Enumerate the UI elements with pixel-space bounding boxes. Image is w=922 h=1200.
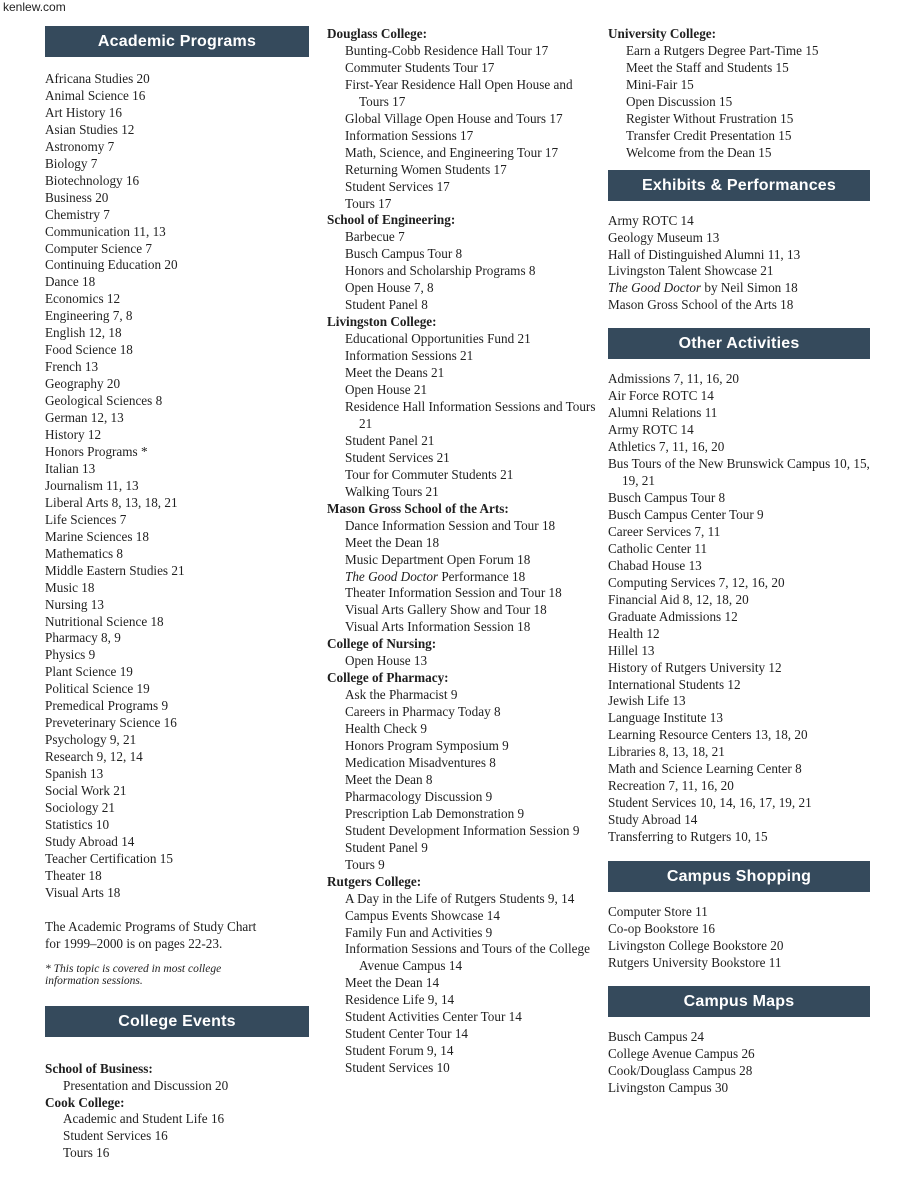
list-item: Teacher Certification 15: [45, 850, 173, 866]
list-item: Open House 7, 8: [345, 280, 434, 296]
list-item: Meet the Deans 21: [345, 365, 445, 381]
list-item: Admissions 7, 11, 16, 20: [608, 371, 740, 387]
list-item: Animal Science 16: [45, 87, 146, 103]
list-item: Biotechnology 16: [45, 172, 140, 188]
list-item: Student Services 16: [63, 1128, 168, 1144]
list-item: Jewish Life 13: [608, 693, 686, 709]
list-item: Student Forum 9, 14: [345, 1043, 454, 1059]
list-item: Sociology 21: [45, 799, 115, 815]
list-item: Music Department Open Forum 18: [345, 551, 531, 567]
list-item: Barbecue 7: [345, 229, 405, 245]
list-item: Spanish 13: [45, 766, 104, 782]
list-item: Alumni Relations 11: [608, 405, 718, 421]
list-item: Italian 13: [45, 460, 96, 476]
list-item: Bunting-Cobb Residence Hall Tour 17: [345, 42, 549, 58]
list-item: History 12: [45, 427, 102, 443]
list-item: Geography 20: [45, 376, 121, 392]
list-item: Tours 16: [63, 1145, 110, 1161]
list-item: Open Discussion 15: [626, 93, 733, 109]
douglass-heading: Douglass College:: [327, 26, 428, 41]
list-item: Information Sessions 17: [345, 127, 474, 143]
campus-maps-list: [608, 1029, 870, 1097]
list-item: Music 18: [45, 579, 95, 595]
list-item: French 13: [45, 359, 99, 375]
list-item: Biology 7: [45, 155, 98, 171]
college-events-header: College Events: [45, 1006, 309, 1037]
list-item: Visual Arts Gallery Show and Tour 18: [345, 602, 547, 618]
list-item: Student Services 10: [345, 1060, 450, 1076]
nursing-heading: College of Nursing:: [327, 636, 437, 652]
engineering-events-list: [327, 229, 597, 314]
pharmacy-heading: College of Pharmacy:: [327, 670, 449, 686]
list-item: Engineering 7, 8: [45, 308, 133, 324]
list-item: Meet the Staff and Students 15: [626, 59, 789, 75]
list-item: Returning Women Students 17: [345, 161, 507, 177]
list-item: Financial Aid 8, 12, 18, 20: [608, 591, 749, 607]
other-activities-header: Other Activities: [608, 328, 870, 359]
list-item: Student Services 21: [345, 449, 450, 465]
column-right: [608, 26, 870, 1097]
livingston-heading: Livingston College:: [327, 314, 437, 330]
campus-shopping-header: Campus Shopping: [608, 861, 870, 892]
list-item: Marine Sciences 18: [45, 528, 149, 544]
list-item: Tours 9: [345, 856, 385, 872]
campus-maps-header: Campus Maps: [608, 986, 870, 1017]
campus-shopping-list: [608, 904, 870, 972]
list-item: Honors and Scholarship Programs 8: [345, 263, 536, 279]
list-item: Bus Tours of the New Brunswick Campus 10, 15, 19, 21: [608, 456, 870, 489]
business-events-list: [45, 1078, 309, 1095]
list-item: Health 12: [608, 625, 660, 641]
list-item: Libraries 8, 13, 18, 21: [608, 744, 725, 760]
list-item: Physics 9: [45, 647, 96, 663]
list-item: Student Panel 8: [345, 297, 428, 313]
list-item: Math and Science Learning Center 8: [608, 761, 802, 777]
list-item: Open House 13: [345, 653, 428, 669]
list-item: Cook/Douglass Campus 28: [608, 1062, 753, 1078]
list-item: Life Sciences 7: [45, 511, 127, 527]
list-item: Student Development Information Session 9: [345, 822, 580, 838]
list-item: Honors Programs *: [45, 443, 148, 459]
list-item: Mini-Fair 15: [626, 76, 694, 92]
list-item: Chemistry 7: [45, 206, 110, 222]
list-item: Computing Services 7, 12, 16, 20: [608, 574, 785, 590]
exhibits-list: [608, 213, 870, 315]
list-item: Learning Resource Centers 13, 18, 20: [608, 727, 808, 743]
list-item: Catholic Center 11: [608, 540, 708, 556]
rutgers-heading: Rutgers College:: [327, 873, 422, 889]
list-item: Communication 11, 13: [45, 223, 166, 239]
list-item: Mathematics 8: [45, 545, 124, 561]
list-item: Continuing Education 20: [45, 257, 178, 273]
play-title: The Good Doctor: [608, 280, 702, 296]
list-item: International Students 12: [608, 676, 741, 692]
academic-programs-list: [45, 71, 309, 902]
list-item: Asian Studies 12: [45, 121, 135, 137]
university-events-list: [608, 43, 870, 162]
list-item: German 12, 13: [45, 410, 124, 426]
list-item: Computer Science 7: [45, 240, 152, 256]
list-item: Meet the Dean 18: [345, 534, 440, 550]
list-item: Hillel 13: [608, 642, 655, 658]
list-item: Busch Campus 24: [608, 1028, 704, 1044]
list-item: Plant Science 19: [45, 664, 133, 680]
engineering-heading: School of Engineering:: [327, 212, 456, 228]
list-item: Prescription Lab Demonstration 9: [345, 805, 525, 821]
list-item: Co-op Bookstore 16: [608, 920, 715, 936]
list-item: Nutritional Science 18: [45, 613, 164, 629]
list-item: Commuter Students Tour 17: [345, 59, 495, 75]
list-item: The Good Doctor by Neil Simon 18: [608, 280, 798, 296]
list-item: Language Institute 13: [608, 710, 723, 726]
list-item: Residence Hall Information Sessions and Tours 21: [345, 398, 596, 431]
exhibits-header: Exhibits & Performances: [608, 170, 870, 201]
mason-gross-events-list: [327, 518, 597, 637]
watermark: kenlew.com: [3, 0, 66, 14]
list-item: Food Science 18: [45, 342, 133, 358]
list-item: Career Services 7, 11: [608, 523, 721, 539]
list-item: Visual Arts Information Session 18: [345, 619, 531, 635]
list-item: Livingston Campus 30: [608, 1079, 729, 1095]
rutgers-events-list: [327, 891, 597, 1077]
list-item: Geological Sciences 8: [45, 393, 163, 409]
list-item: Dance 18: [45, 274, 96, 290]
footnote: * This topic is covered in most college information sessions.: [45, 962, 222, 988]
list-item: Computer Store 11: [608, 904, 708, 920]
list-item: Medication Misadventures 8: [345, 754, 496, 770]
list-item: First-Year Residence Hall Open House and Tours 17: [345, 76, 573, 109]
list-item: Student Services 17: [345, 178, 450, 194]
list-item: Campus Events Showcase 14: [345, 907, 500, 923]
list-item: Student Panel 21: [345, 432, 435, 448]
list-item: Middle Eastern Studies 21: [45, 562, 185, 578]
business-heading: School of Business:: [45, 1060, 153, 1076]
list-item: Mason Gross School of the Arts 18: [608, 297, 794, 313]
list-item: Social Work 21: [45, 783, 127, 799]
list-item: Premedical Programs 9: [45, 698, 169, 714]
nursing-events-list: [327, 653, 597, 670]
list-item: Earn a Rutgers Degree Part-Time 15: [626, 42, 819, 58]
list-item: Study Abroad 14: [45, 833, 135, 849]
list-item: Walking Tours 21: [345, 483, 439, 499]
list-item: Careers in Pharmacy Today 8: [345, 704, 501, 720]
list-item: Journalism 11, 13: [45, 477, 139, 493]
list-item: Transfer Credit Presentation 15: [626, 127, 792, 143]
column-left: [45, 26, 309, 1162]
list-item: English 12, 18: [45, 325, 122, 341]
list-item: Air Force ROTC 14: [608, 388, 714, 404]
list-item: Tour for Commuter Students 21: [345, 466, 514, 482]
list-item: Political Science 19: [45, 681, 150, 697]
chart-note: The Academic Programs of Study Chart for 1999–2000 is on pages 22-23.: [45, 918, 257, 951]
list-item: Student Services 10, 14, 16, 17, 19, 21: [608, 795, 812, 811]
list-item: Information Sessions 21: [345, 348, 474, 364]
list-item: The Good Doctor Performance 18: [345, 568, 526, 584]
list-item: Rutgers University Bookstore 11: [608, 954, 782, 970]
academic-programs-header: Academic Programs: [45, 26, 309, 57]
list-item: Economics 12: [45, 291, 121, 307]
list-item: Hall of Distinguished Alumni 11, 13: [608, 246, 801, 262]
list-item: Busch Campus Tour 8: [608, 490, 726, 506]
other-activities-list: [608, 371, 870, 846]
list-item: Register Without Frustration 15: [626, 110, 794, 126]
list-item: Dance Information Session and Tour 18: [345, 517, 556, 533]
list-item: Transferring to Rutgers 10, 15: [608, 829, 768, 845]
list-item: Art History 16: [45, 104, 122, 120]
list-item: Information Sessions and Tours of the College Avenue Campus 14: [345, 941, 590, 974]
list-item: Busch Campus Tour 8: [345, 246, 463, 262]
cook-events-list: [45, 1111, 309, 1162]
list-item: Recreation 7, 11, 16, 20: [608, 778, 734, 794]
list-item: Liberal Arts 8, 13, 18, 21: [45, 494, 178, 510]
list-item: Chabad House 13: [608, 557, 702, 573]
list-item: Graduate Admissions 12: [608, 608, 738, 624]
list-item: Math, Science, and Engineering Tour 17: [345, 144, 559, 160]
list-item: Preveterinary Science 16: [45, 715, 177, 731]
list-item: Meet the Dean 14: [345, 975, 440, 991]
cook-heading: Cook College:: [45, 1094, 125, 1110]
list-item: Global Village Open House and Tours 17: [345, 110, 563, 126]
play-title: The Good Doctor: [345, 568, 439, 584]
university-heading: University College:: [608, 26, 717, 41]
list-item: Honors Program Symposium 9: [345, 738, 509, 754]
list-item: Geology Museum 13: [608, 229, 720, 245]
list-item: Research 9, 12, 14: [45, 749, 143, 765]
list-item: Welcome from the Dean 15: [626, 144, 772, 160]
list-item: Ask the Pharmacist 9: [345, 687, 458, 703]
list-item: History of Rutgers University 12: [608, 659, 782, 675]
list-item: Livingston Talent Showcase 21: [608, 263, 774, 279]
list-item: Busch Campus Center Tour 9: [608, 506, 764, 522]
list-item: Astronomy 7: [45, 138, 115, 154]
list-item: Academic and Student Life 16: [63, 1111, 225, 1127]
list-item: Family Fun and Activities 9: [345, 924, 493, 940]
list-item: Army ROTC 14: [608, 212, 694, 228]
list-item: Tours 17: [345, 195, 392, 211]
list-item: Health Check 9: [345, 721, 428, 737]
list-item: Educational Opportunities Fund 21: [345, 331, 531, 347]
list-item: Meet the Dean 8: [345, 771, 433, 787]
list-item: Student Activities Center Tour 14: [345, 1009, 522, 1025]
list-item: Psychology 9, 21: [45, 732, 137, 748]
douglass-events-list: [327, 43, 597, 213]
list-item: Visual Arts 18: [45, 884, 121, 900]
list-item: Africana Studies 20: [45, 71, 150, 86]
list-item: Theater Information Session and Tour 18: [345, 585, 562, 601]
list-item: Athletics 7, 11, 16, 20: [608, 439, 725, 455]
list-item: Presentation and Discussion 20: [63, 1077, 229, 1093]
pharmacy-events-list: [327, 687, 597, 873]
list-item: Student Center Tour 14: [345, 1026, 469, 1042]
list-item: Nursing 13: [45, 596, 104, 612]
list-item: Business 20: [45, 189, 109, 205]
list-item: Pharmacology Discussion 9: [345, 788, 493, 804]
list-item: Pharmacy 8, 9: [45, 630, 121, 646]
list-item: Statistics 10: [45, 816, 110, 832]
list-item: Student Panel 9: [345, 839, 428, 855]
list-item: Theater 18: [45, 867, 102, 883]
list-item: Study Abroad 14: [608, 812, 698, 828]
livingston-events-list: [327, 331, 597, 501]
list-item: Livingston College Bookstore 20: [608, 937, 784, 953]
list-item: Residence Life 9, 14: [345, 992, 455, 1008]
list-item: A Day in the Life of Rutgers Students 9, 14: [345, 890, 575, 906]
list-item: College Avenue Campus 26: [608, 1045, 755, 1061]
mason-gross-heading: Mason Gross School of the Arts:: [327, 500, 509, 516]
list-item: Open House 21: [345, 382, 428, 398]
list-item: Army ROTC 14: [608, 422, 694, 438]
column-middle: [327, 26, 597, 1077]
